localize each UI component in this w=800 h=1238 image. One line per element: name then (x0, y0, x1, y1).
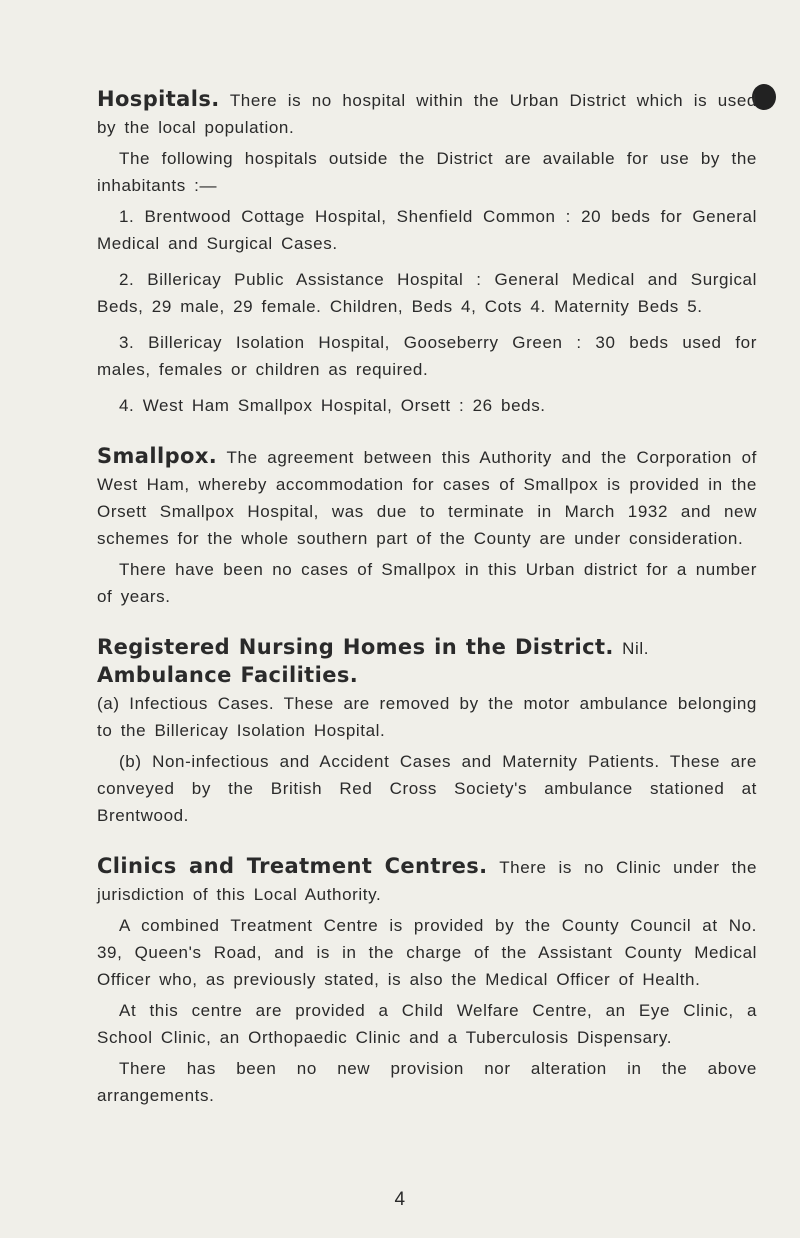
clinics-text-3: There has been no new provision nor alteration in the above arrangements. (97, 1059, 757, 1105)
ambulance-heading: Ambulance Facilities. (97, 663, 359, 687)
smallpox-text-2: There have been no cases of Smallpox in this Urban district for a number of years. (97, 560, 757, 606)
ambulance-item-b: (b) Non-infectious and Accident Cases and Maternity Patients. These are conveyed by the British Red Cross Society's ambulance stationed at Brentwood. (97, 752, 757, 825)
hospital-item-4: 4. West Ham Smallpox Hospital, Orsett : 26 beds. (119, 396, 546, 415)
clinics-intro-text: There is no Clinic under the jurisdiction of this Local Authority. (97, 858, 757, 904)
clinics-text-1: A combined Treatment Centre is provided by the County Council at No. 39, Queen's Road, and is in the charge of the Assistant County Medical Officer who, as previously stated, is also the Medical Officer of Health. (97, 916, 757, 989)
ambulance-heading-line (97, 662, 757, 690)
nursing-homes-heading: Registered Nursing Homes in the District. (97, 635, 614, 659)
clinics-heading: Clinics and Treatment Centres. (97, 854, 488, 878)
hospitals-following-text: The following hospitals outside the District are available for use by the inhabitants :— (97, 149, 757, 195)
nursing-homes-paragraph (97, 634, 757, 662)
hospital-item-1: 1. Brentwood Cottage Hospital, Shenfield Common : 20 beds for General Medical and Surgical Cases. (97, 207, 757, 253)
page-number: 4 (394, 1189, 406, 1210)
hospitals-heading: Hospitals. (97, 87, 220, 111)
report-body (97, 86, 757, 1109)
nursing-homes-text: Nil. (622, 639, 650, 658)
hospital-item-2: 2. Billericay Public Assistance Hospital : General Medical and Surgical Beds, 29 male, 29 female. Children, Beds 4, Cots 4. Maternity Beds 5. (97, 270, 757, 316)
hospitals-intro-text: There is no hospital within the Urban District which is used by the local population. (97, 91, 757, 137)
hospitals-intro-paragraph (97, 86, 757, 141)
ambulance-item-a: (a) Infectious Cases. These are removed by the motor ambulance belonging to the Billericay Isolation Hospital. (97, 694, 757, 740)
hospital-item-3: 3. Billericay Isolation Hospital, Gooseberry Green : 30 beds used for males, females or children as required. (97, 333, 757, 379)
smallpox-paragraph (97, 443, 757, 552)
clinics-paragraph (97, 853, 757, 908)
clinics-text-2: At this centre are provided a Child Welfare Centre, an Eye Clinic, a School Clinic, an Orthopaedic Clinic and a Tuberculosis Dispensary. (97, 1001, 757, 1047)
smallpox-heading: Smallpox. (97, 444, 218, 468)
smallpox-text-1: The agreement between this Authority and the Corporation of West Ham, whereby accommodation for cases of Smallpox is provided in the Orsett Smallpox Hospital, was due to terminate in March 1932 and new schemes for the whole southern part of the County are under consideration. (97, 448, 757, 548)
